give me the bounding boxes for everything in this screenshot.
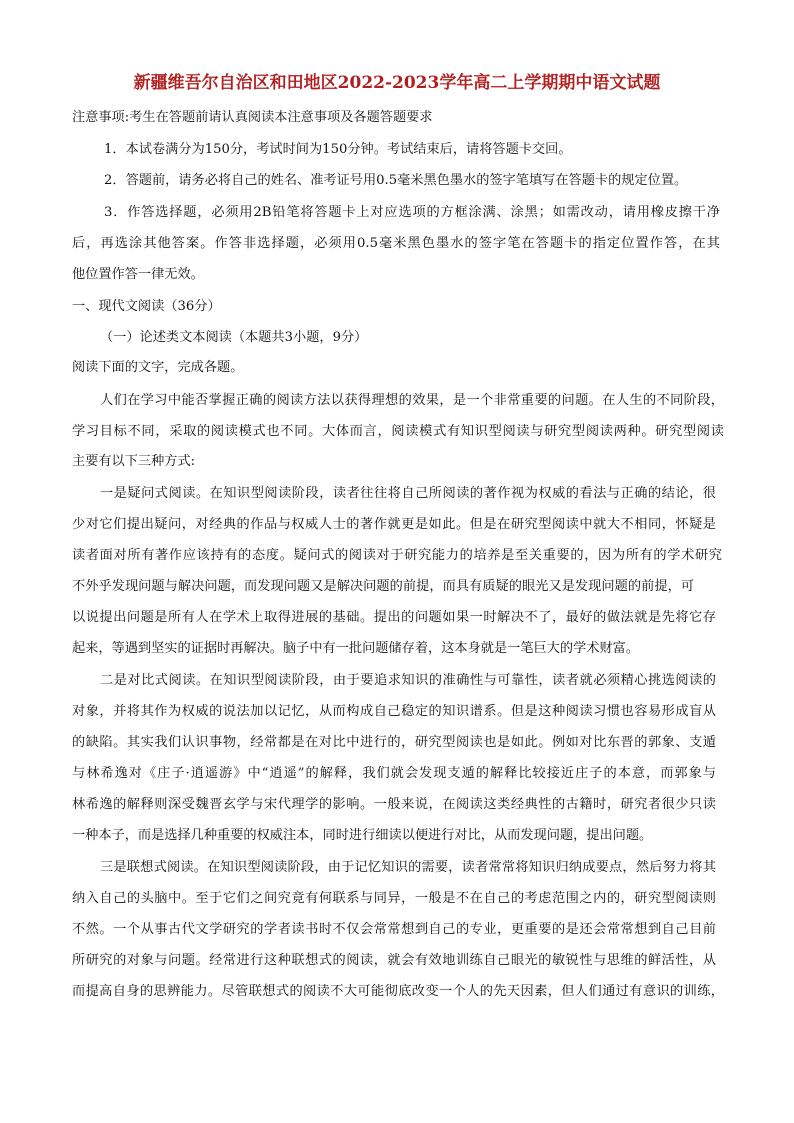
notice-item-1: 1．本试卷满分为150分，考试时间为150分钟。考试结束后，请将答题卡交回。	[104, 142, 572, 157]
passage-p2-line-3: 读者面对所有著作应该持有的态度。疑问式的阅读对于研究能力的培养是至关重要的，因为所有的学术研究	[72, 548, 722, 563]
passage-p2-line-6: 起来，等遇到坚实的证据时再解决。脑子中有一批问题储存着，这本身就是一笔巨大的学术财富。	[72, 641, 640, 656]
passage-p3-line-1: 二是对比式阅读。在知识型阅读阶段，由于要追求知识的准确性与可靠性，读者就必须精心挑选阅读的	[100, 673, 716, 688]
notice-item-2: 2．答题前，请务必将自己的姓名、准考证号用0.5毫米黑色墨水的签字笔填写在答题卡的规定位置。	[104, 173, 688, 188]
passage-p4-line-5: 而提高自身的思辨能力。尽管联想式的阅读不大可能彻底改变一个人的先天因素，但人们通过有意识的训练，	[72, 984, 724, 999]
passage-p1-line-3: 主要有以下三种方式:	[72, 454, 196, 469]
section-heading: 一、现代文阅读（36分）	[72, 299, 221, 314]
passage-p2-line-1: 一是疑问式阅读。在知识型阅读阶段，读者往往将自己所阅读的著作视为权威的看法与正确的结论，很	[100, 486, 716, 501]
passage-p2-line-2: 少对它们提出疑问，对经典的作品与权威人士的著作就更是如此。但是在研究型阅读中就大不相同，怀疑是	[72, 517, 716, 532]
notice-heading: 注意事项:考生在答题前请认真阅读本注意事项及各题答题要求	[72, 110, 433, 125]
passage-p2-line-4: 不外乎发现问题与解决问题，而发现问题又是解决问题的前提，而具有质疑的眼光又是发现问题的前提，可	[72, 579, 694, 594]
notice-item-3-line-1: 3．作答选择题，必须用2B铅笔将答题卡上对应选项的方框涂满、涂黑；如需改动，请用橡皮擦干净	[104, 205, 720, 220]
passage-p4-line-1: 三是联想式阅读。在知识型阅读阶段，由于记忆知识的需要，读者常常将知识归纳成要点，然后努力将其	[100, 860, 716, 875]
notice-item-3-line-3: 他位置作答一律无效。	[72, 267, 204, 282]
notice-item-3-line-2: 后，再选涂其他答案。作答非选择题，必须用0.5毫米黑色墨水的签字笔在答题卡的指定位置作答，在其	[72, 236, 720, 251]
passage-p4-line-4: 所研究的对象与问题。经常进行这种联想式的阅读，就会有效地训练自己眼光的敏锐性与思维的鲜活性，从	[72, 953, 716, 968]
passage-p1-line-1: 人们在学习中能否掌握正确的阅读方法以获得理想的效果，是一个非常重要的问题。在人生的不同阶段，	[100, 393, 724, 408]
exam-title: 新疆维吾尔自治区和田地区2022-2023学年高二上学期期中语文试题	[133, 73, 661, 93]
passage-p3-line-5: 林希逸的解释则深受魏晋玄学与宋代理学的影响。一般来说，在阅读这类经典性的古籍时，研究者很少只读	[72, 797, 716, 812]
passage-p1-line-2: 学习目标不同，采取的阅读模式也不同。大体而言，阅读模式有知识型阅读与研究型阅读两种。研究型阅读	[72, 424, 724, 439]
passage-p3-line-6: 一种本子，而是选择几种重要的权威注本，同时进行细读以便进行对比，从而发现问题，提出问题。	[72, 828, 653, 843]
passage-p3-line-2: 对象，并将其作为权威的说法加以记忆，从而构成自己稳定的知识谱系。但是这种阅读习惯也容易形成盲从	[72, 704, 716, 719]
passage-p2-line-5: 以说提出问题是所有人在学术上取得进展的基础。提出的问题如果一时解决不了，最好的做法就是先将它存	[72, 610, 716, 625]
passage-p4-line-2: 纳入自己的头脑中。至于它们之间究竟有何联系与同异，一般是不在自己的考虑范围之内的，研究型阅读则	[72, 891, 716, 906]
passage-p3-line-4: 与林希逸对《庄子·逍遥游》中“逍遥”的解释，我们就会发现支遁的解释比较接近庄子的本意，而郭象与	[72, 766, 716, 781]
reading-instruction: 阅读下面的文字，完成各题。	[72, 360, 244, 375]
passage-p3-line-3: 的缺陷。其实我们认识事物，经常都是在对比中进行的，研究型阅读也是如此。例如对比东晋的郭象、支遁	[72, 735, 716, 750]
subsection-heading: （一）论述类文本阅读（本题共3小题，9分）	[100, 330, 368, 345]
passage-p4-line-3: 不然。一个从事古代文学研究的学者读书时不仅会常常想到自己的专业，更重要的是还会常常想到自己目前	[72, 922, 716, 937]
